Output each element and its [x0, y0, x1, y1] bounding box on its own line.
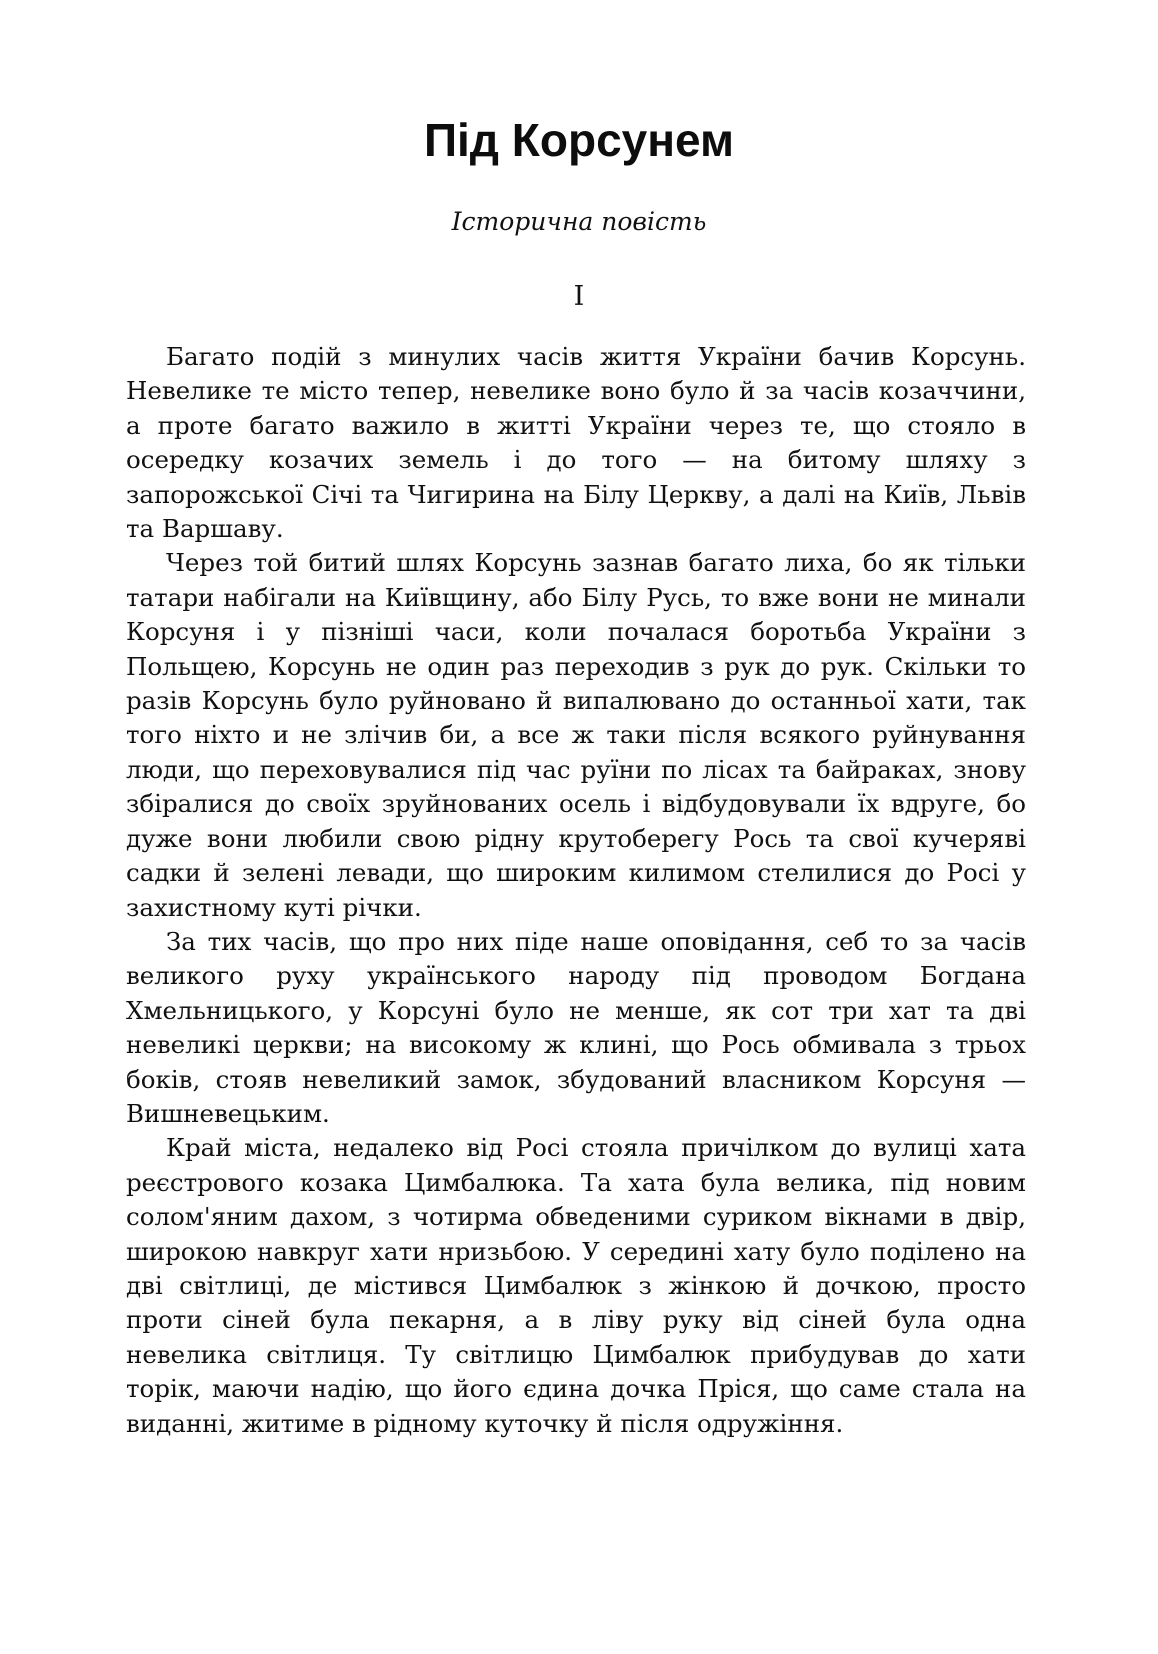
paragraph-3: За тих часів, що про них піде наше оповідання, себ то за часів великого руху українського народу під проводом Богдана Хмельницького, у Корсуні було не менше, як сот три хат та дві невеликі церкви; на високому ж клині, що Рось обмивала з трьох боків, стояв невеликий замок, збудований власником Корсуня — Вишневецьким. — [126, 926, 1026, 1128]
body-text — [126, 340, 1026, 1441]
page-title: Під Корсунем — [423, 114, 735, 166]
paragraph-2: Через той битий шлях Корсунь зазнав багато лиха, бо як тільки татари набігали на Київщину, або Білу Русь, то вже вони не минали Корсуня і у пізніші часи, коли почалася боротьба України з Польщею, Корсунь не один раз переходив з рук до рук. Скільки то разів Корсунь було руйновано й випалювано до останньої хати, так того ніхто и не злічив би, а все ж таки після всякого руйнування люди, що переховувалися під час руїни по лісах та байраках, знову збіралися до своїх зруйнованих осель і відбудовували їх вдруге, бо дуже вони любили свою рідну крутоберегу Рось та свої кучеряві садки й зелені левади, що широким килимом стелилися до Росі у захистному куті річки. — [126, 548, 1026, 922]
paragraph-1: Багато подій з минулих часів життя України бачив Корсунь. Невелике те місто тепер, невелике воно було й за часів козаччини, а проте багато важило в житті України через те, що стояло в осередку козачих земель і до того — на битому шляху з запорожської Січі та Чигирина на Білу Церкву, а далі на Київ, Львів та Варшаву. — [126, 342, 1026, 544]
chapter-number: I — [573, 281, 585, 312]
paragraph-4: Край міста, недалеко від Росі стояла причілком до вулиці хата реєстрового козака Цимбалюка. Та хата була велика, під новим солом'яним дахом, з чотирма обведеними суриком вікнами в двір, широкою навкруг хати нризьбою. У середині хату було поділено на дві світлиці, де містився Цимбалюк з жінкою й дочкою, просто проти сіней була пекарня, а в ліву руку від сіней була одна невелика світлиця. Ту світлицю Цимбалюк прибудував до хати торік, маючи надію, що його єдина дочка Пріся, що саме стала на виданні, житиме в рідному куточку й після одружіння. — [126, 1133, 1026, 1438]
page-subtitle: Історична повість — [451, 207, 707, 236]
